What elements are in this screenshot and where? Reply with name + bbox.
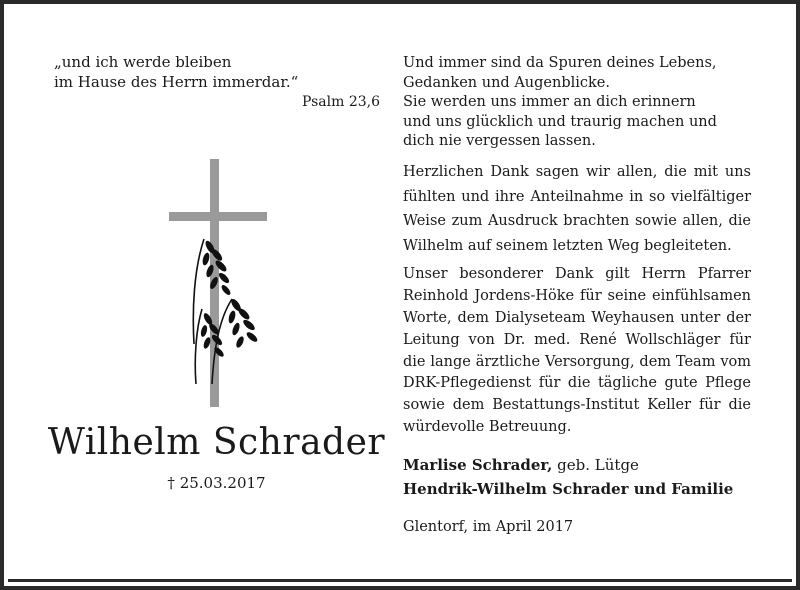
poem-line: Gedanken und Augenblicke. [403, 74, 610, 91]
signers [403, 453, 751, 501]
quote-line: „und ich werde bleiben [54, 53, 232, 71]
memorial-poem [403, 54, 751, 152]
signer-maiden-name: geb. Lütge [552, 455, 639, 474]
signer-name: Hendrik-Wilhelm Schrader und Familie [403, 479, 734, 498]
poem-line: dich nie vergessen lassen. [403, 133, 596, 150]
quote-reference: Psalm 23,6 [302, 94, 380, 110]
place-date: Glentorf, im April 2017 [403, 518, 574, 535]
poem-line: und uns glücklich und traurig machen und [403, 113, 717, 130]
deceased-name: Wilhelm Schrader [47, 422, 386, 463]
poem-line: Und immer sind da Spuren deines Lebens, [403, 55, 717, 71]
poem-line: Sie werden uns immer an dich erinnern [403, 94, 696, 111]
right-column [403, 54, 751, 535]
bible-quote [54, 52, 374, 92]
bottom-rule [8, 579, 792, 582]
death-date: † 25.03.2017 [167, 474, 266, 492]
signer-line [403, 453, 751, 477]
quote-line: im Hause des Herrn immerdar.“ [54, 73, 299, 91]
signer-name: Marlise Schrader, [403, 455, 553, 474]
left-column [54, 52, 380, 112]
special-thanks-paragraph: Unser besonderer Dank gilt Herrn Pfarrer Reinhold Jordens-Höke für seine einfühlsamen Worte, dem Dialyseteam Weyhausen unter der Leitung von Dr. med. René Wollschläger für die lange ärztliche Versorgung, dem Team vom DRK-Pflegedienst für die tägliche gute Pflege sowie dem Bestattungs-Institut Keller für die würdevolle Betreuung. [403, 266, 751, 435]
thanks-paragraph: Herzlichen Dank sagen wir allen, die mit uns fühlten und ihre Anteilnahme in so vielfältiger Weise zum Ausdruck brachten sowie allen, die Wilhelm auf seinem letzten Weg begleiteten. [403, 163, 751, 254]
cross-with-wheat-icon [164, 159, 274, 409]
